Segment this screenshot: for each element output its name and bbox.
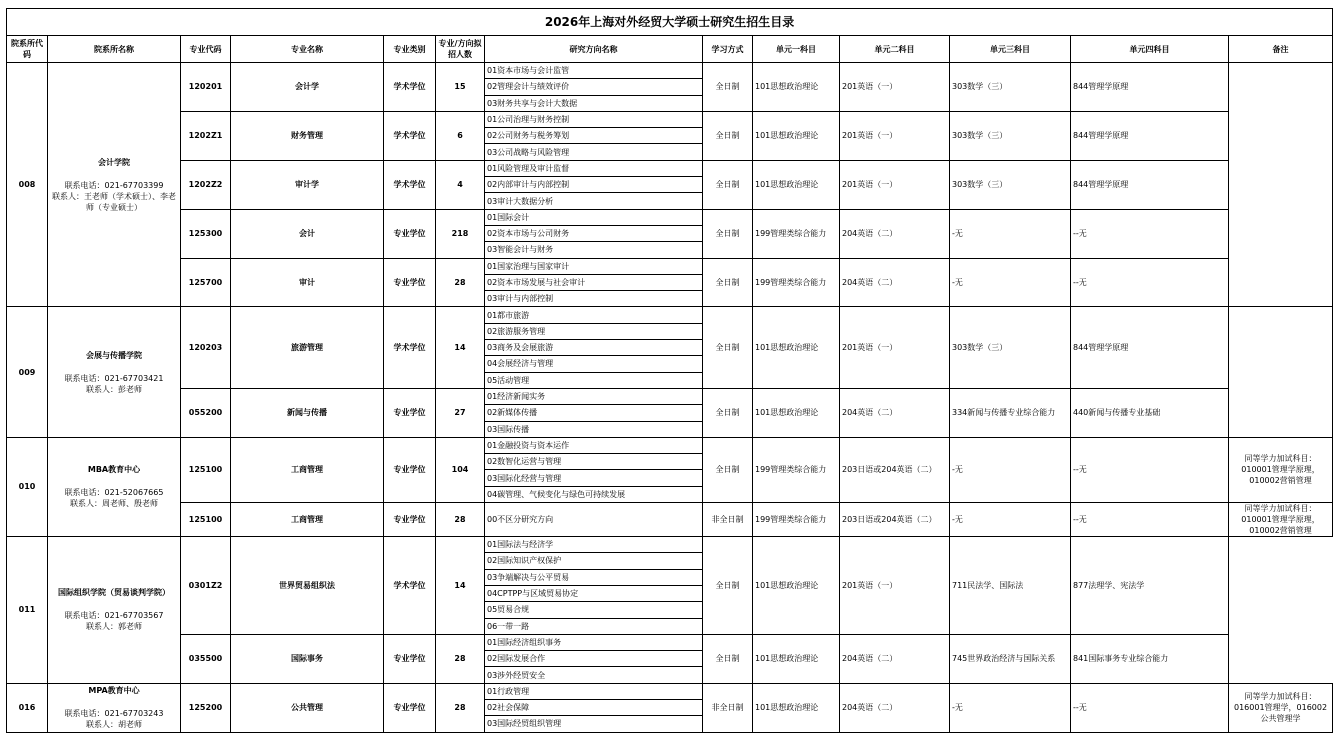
- major-quota: 15: [436, 63, 485, 112]
- major-quota: 4: [436, 160, 485, 209]
- major-type: 学术学位: [384, 307, 436, 388]
- unit1-subject: 101思想政治理论: [753, 307, 840, 388]
- study-mode: 全日制: [703, 209, 753, 258]
- header-major-name: 专业名称: [231, 36, 384, 63]
- research-direction: 03国际化经营与管理: [485, 470, 703, 486]
- research-direction: 02新媒体传播: [485, 405, 703, 421]
- header-direction: 研究方向名称: [485, 36, 703, 63]
- research-direction: 01金融投资与资本运作: [485, 437, 703, 453]
- unit2-subject: 201英语（一）: [840, 537, 950, 635]
- research-direction: 01国际经济组织事务: [485, 634, 703, 650]
- note-line1: 同等学力加试科目：: [1244, 454, 1317, 464]
- major-name: 审计学: [231, 160, 384, 209]
- header-dept-code: 院系所代码: [7, 36, 48, 63]
- header-unit1: 单元一科目: [753, 36, 840, 63]
- note-line2: 010001管理学原理，010002营销管理: [1241, 515, 1320, 536]
- dept-code: 011: [7, 537, 48, 684]
- major-code: 055200: [181, 388, 231, 437]
- table-row: [7, 111, 1333, 127]
- research-direction: 02公司财务与税务筹划: [485, 128, 703, 144]
- dept-code: 010: [7, 437, 48, 536]
- research-direction: 01经济新闻实务: [485, 388, 703, 404]
- research-direction: 02社会保障: [485, 699, 703, 715]
- major-type: 专业学位: [384, 437, 436, 502]
- major-code: 125100: [181, 503, 231, 537]
- major-name: 世界贸易组织法: [231, 537, 384, 635]
- major-code: 125700: [181, 258, 231, 307]
- dept-note: [1229, 307, 1333, 437]
- research-direction: 03商务及会展旅游: [485, 340, 703, 356]
- research-direction: 03涉外经贸安全: [485, 667, 703, 683]
- unit4-subject: 844管理学原理: [1071, 63, 1229, 112]
- table-row: [7, 258, 1333, 274]
- dept-phone: 联系电话：021-67703399: [64, 180, 164, 190]
- unit1-subject: 199管理类综合能力: [753, 503, 840, 537]
- major-quota: 28: [436, 503, 485, 537]
- unit2-subject: 204英语（二）: [840, 634, 950, 683]
- research-direction: 01国际法与经济学: [485, 537, 703, 553]
- table-row: [7, 209, 1333, 225]
- unit2-subject: 203日语或204英语（二）: [840, 437, 950, 502]
- research-direction: 02国际知识产权保护: [485, 553, 703, 569]
- major-name: 公共管理: [231, 683, 384, 732]
- unit3-subject: 745世界政治经济与国际关系: [950, 634, 1071, 683]
- major-name: 工商管理: [231, 437, 384, 502]
- major-quota: 28: [436, 683, 485, 732]
- unit4-subject: --无: [1071, 683, 1229, 732]
- catalog-table: [6, 8, 1333, 733]
- unit4-subject: 440新闻与传播专业基础: [1071, 388, 1229, 437]
- research-direction: 00不区分研究方向: [485, 503, 703, 537]
- unit4-subject: --无: [1071, 503, 1229, 537]
- major-note: [1229, 437, 1333, 502]
- page-title: 2026年上海对外经贸大学硕士研究生招生目录: [7, 9, 1333, 36]
- unit1-subject: 101思想政治理论: [753, 634, 840, 683]
- research-direction: 06一带一路: [485, 618, 703, 634]
- unit3-subject: 711民法学、国际法: [950, 537, 1071, 635]
- unit4-subject: 877法理学、宪法学: [1071, 537, 1229, 635]
- unit2-subject: 201英语（一）: [840, 111, 950, 160]
- research-direction: 05活动管理: [485, 372, 703, 388]
- unit2-subject: 201英语（一）: [840, 307, 950, 388]
- unit1-subject: 101思想政治理论: [753, 160, 840, 209]
- study-mode: 全日制: [703, 437, 753, 502]
- unit2-subject: 203日语或204英语（二）: [840, 503, 950, 537]
- table-row: [7, 307, 1333, 323]
- unit1-subject: 101思想政治理论: [753, 111, 840, 160]
- table-row: [7, 537, 1333, 553]
- major-type: 专业学位: [384, 634, 436, 683]
- unit2-subject: 204英语（二）: [840, 209, 950, 258]
- header-dept-name: 院系所名称: [48, 36, 181, 63]
- header-major-code: 专业代码: [181, 36, 231, 63]
- table-row: [7, 388, 1333, 404]
- research-direction: 03国际经贸组织管理: [485, 716, 703, 732]
- catalog-table-wrapper: [6, 8, 1332, 733]
- unit1-subject: 101思想政治理论: [753, 63, 840, 112]
- major-quota: 28: [436, 634, 485, 683]
- header-row: [7, 36, 1333, 63]
- research-direction: 02资本市场与公司财务: [485, 225, 703, 241]
- research-direction: 02数智化运营与管理: [485, 454, 703, 470]
- header-unit3: 单元三科目: [950, 36, 1071, 63]
- catalog-body: [7, 63, 1333, 733]
- research-direction: 02管理会计与绩效评价: [485, 79, 703, 95]
- major-quota: 27: [436, 388, 485, 437]
- unit1-subject: 199管理类综合能力: [753, 258, 840, 307]
- research-direction: 01都市旅游: [485, 307, 703, 323]
- unit3-subject: 334新闻与传播专业综合能力: [950, 388, 1071, 437]
- major-quota: 104: [436, 437, 485, 502]
- dept-name: 会展与传播学院: [86, 350, 142, 360]
- unit4-subject: 841国际事务专业综合能力: [1071, 634, 1229, 683]
- major-name: 会计: [231, 209, 384, 258]
- table-row: [7, 503, 1333, 537]
- unit4-subject: --无: [1071, 258, 1229, 307]
- study-mode: 全日制: [703, 111, 753, 160]
- research-direction: 01资本市场与会计监管: [485, 63, 703, 79]
- unit2-subject: 204英语（二）: [840, 388, 950, 437]
- study-mode: 全日制: [703, 63, 753, 112]
- major-note: [1229, 503, 1333, 537]
- major-name: 旅游管理: [231, 307, 384, 388]
- major-code: 035500: [181, 634, 231, 683]
- major-type: 学术学位: [384, 537, 436, 635]
- unit3-subject: 303数学（三）: [950, 307, 1071, 388]
- unit1-subject: 101思想政治理论: [753, 683, 840, 732]
- research-direction: 04会展经济与管理: [485, 356, 703, 372]
- major-name: 新闻与传播: [231, 388, 384, 437]
- unit4-subject: --无: [1071, 209, 1229, 258]
- research-direction: 02旅游服务管理: [485, 323, 703, 339]
- unit2-subject: 204英语（二）: [840, 258, 950, 307]
- dept-phone: 联系电话：021-52067665: [64, 488, 164, 498]
- major-code: 0301Z2: [181, 537, 231, 635]
- research-direction: 01公司治理与财务控制: [485, 111, 703, 127]
- major-code: 1202Z1: [181, 111, 231, 160]
- research-direction: 01行政管理: [485, 683, 703, 699]
- dept-phone: 联系电话：021-67703243: [64, 709, 164, 719]
- header-unit4: 单元四科目: [1071, 36, 1229, 63]
- note-line2: 010001管理学原理，010002营销管理: [1241, 465, 1320, 486]
- unit3-subject: -无: [950, 503, 1071, 537]
- dept-info: [48, 683, 181, 732]
- unit3-subject: 303数学（三）: [950, 160, 1071, 209]
- unit3-subject: 303数学（三）: [950, 63, 1071, 112]
- research-direction: 03财务共享与会计大数据: [485, 95, 703, 111]
- major-code: 1202Z2: [181, 160, 231, 209]
- study-mode: 全日制: [703, 388, 753, 437]
- dept-contact: 联系人：胡老师: [86, 720, 142, 730]
- research-direction: 03智能会计与财务: [485, 242, 703, 258]
- dept-phone: 联系电话：021-67703567: [64, 611, 164, 621]
- table-row: [7, 634, 1333, 650]
- dept-note: [1229, 63, 1333, 307]
- dept-info: [48, 537, 181, 684]
- dept-name: MBA教育中心: [87, 465, 141, 475]
- major-quota: 14: [436, 537, 485, 635]
- major-name: 财务管理: [231, 111, 384, 160]
- unit1-subject: 101思想政治理论: [753, 388, 840, 437]
- major-code: 120201: [181, 63, 231, 112]
- study-mode: 全日制: [703, 537, 753, 635]
- dept-contact: 联系人：周老师、殷老师: [70, 499, 158, 509]
- research-direction: 04碳管理、气候变化与绿色可持续发展: [485, 486, 703, 502]
- major-type: 专业学位: [384, 683, 436, 732]
- dept-info: [48, 63, 181, 307]
- unit2-subject: 201英语（一）: [840, 160, 950, 209]
- unit2-subject: 201英语（一）: [840, 63, 950, 112]
- study-mode: 全日制: [703, 307, 753, 388]
- unit4-subject: 844管理学原理: [1071, 160, 1229, 209]
- major-quota: 218: [436, 209, 485, 258]
- major-name: 工商管理: [231, 503, 384, 537]
- research-direction: 02内部审计与内部控制: [485, 177, 703, 193]
- study-mode: 非全日制: [703, 503, 753, 537]
- research-direction: 05贸易合规: [485, 602, 703, 618]
- header-quota: 专业/方向拟招人数: [436, 36, 485, 63]
- research-direction: 01风险管理及审计监督: [485, 160, 703, 176]
- unit3-subject: -无: [950, 683, 1071, 732]
- research-direction: 03争端解决与公平贸易: [485, 569, 703, 585]
- dept-contact: 联系人：彭老师: [86, 384, 142, 394]
- research-direction: 02国际发展合作: [485, 651, 703, 667]
- major-name: 审计: [231, 258, 384, 307]
- note-line1: 同等学力加试科目：: [1244, 692, 1317, 702]
- major-name: 会计学: [231, 63, 384, 112]
- major-note: [1229, 683, 1333, 732]
- research-direction: 03公司战略与风险管理: [485, 144, 703, 160]
- major-code: 120203: [181, 307, 231, 388]
- research-direction: 03国际传播: [485, 421, 703, 437]
- unit4-subject: --无: [1071, 437, 1229, 502]
- study-mode: 非全日制: [703, 683, 753, 732]
- major-name: 国际事务: [231, 634, 384, 683]
- research-direction: 01国家治理与国家审计: [485, 258, 703, 274]
- unit1-subject: 199管理类综合能力: [753, 209, 840, 258]
- table-row: [7, 683, 1333, 699]
- major-code: 125200: [181, 683, 231, 732]
- unit3-subject: -无: [950, 258, 1071, 307]
- unit3-subject: -无: [950, 209, 1071, 258]
- study-mode: 全日制: [703, 634, 753, 683]
- dept-contact: 联系人：王老师（学术硕士）、李老师（专业硕士）: [52, 191, 176, 212]
- unit1-subject: 101思想政治理论: [753, 537, 840, 635]
- study-mode: 全日制: [703, 160, 753, 209]
- major-quota: 6: [436, 111, 485, 160]
- header-major-type: 专业类别: [384, 36, 436, 63]
- header-note: 备注: [1229, 36, 1333, 63]
- research-direction: 02资本市场发展与社会审计: [485, 274, 703, 290]
- major-type: 学术学位: [384, 63, 436, 112]
- major-type: 专业学位: [384, 388, 436, 437]
- table-row: [7, 437, 1333, 453]
- header-study-mode: 学习方式: [703, 36, 753, 63]
- major-type: 学术学位: [384, 111, 436, 160]
- dept-name: MPA教育中心: [88, 686, 140, 696]
- study-mode: 全日制: [703, 258, 753, 307]
- research-direction: 03审计大数据分析: [485, 193, 703, 209]
- unit4-subject: 844管理学原理: [1071, 307, 1229, 388]
- unit3-subject: 303数学（三）: [950, 111, 1071, 160]
- research-direction: 04CPTPP与区域贸易协定: [485, 585, 703, 601]
- major-type: 专业学位: [384, 209, 436, 258]
- unit3-subject: -无: [950, 437, 1071, 502]
- major-code: 125100: [181, 437, 231, 502]
- table-row: [7, 160, 1333, 176]
- major-type: 学术学位: [384, 160, 436, 209]
- research-direction: 03审计与内部控制: [485, 291, 703, 307]
- dept-name: 会计学院: [98, 157, 130, 167]
- dept-info: [48, 307, 181, 437]
- dept-code: 009: [7, 307, 48, 437]
- table-row: [7, 63, 1333, 79]
- major-quota: 14: [436, 307, 485, 388]
- dept-info: [48, 437, 181, 536]
- dept-name: 国际组织学院（贸易谈判学院）: [58, 588, 170, 598]
- dept-contact: 联系人：郭老师: [86, 622, 142, 632]
- dept-code: 008: [7, 63, 48, 307]
- major-quota: 28: [436, 258, 485, 307]
- unit1-subject: 199管理类综合能力: [753, 437, 840, 502]
- note-line2: 016001管理学，016002公共管理学: [1234, 703, 1328, 724]
- header-unit2: 单元二科目: [840, 36, 950, 63]
- major-type: 专业学位: [384, 503, 436, 537]
- research-direction: 01国际会计: [485, 209, 703, 225]
- dept-code: 016: [7, 683, 48, 732]
- major-type: 专业学位: [384, 258, 436, 307]
- major-code: 125300: [181, 209, 231, 258]
- unit2-subject: 204英语（二）: [840, 683, 950, 732]
- unit4-subject: 844管理学原理: [1071, 111, 1229, 160]
- dept-phone: 联系电话：021-67703421: [64, 373, 164, 383]
- note-line1: 同等学力加试科目：: [1244, 504, 1317, 514]
